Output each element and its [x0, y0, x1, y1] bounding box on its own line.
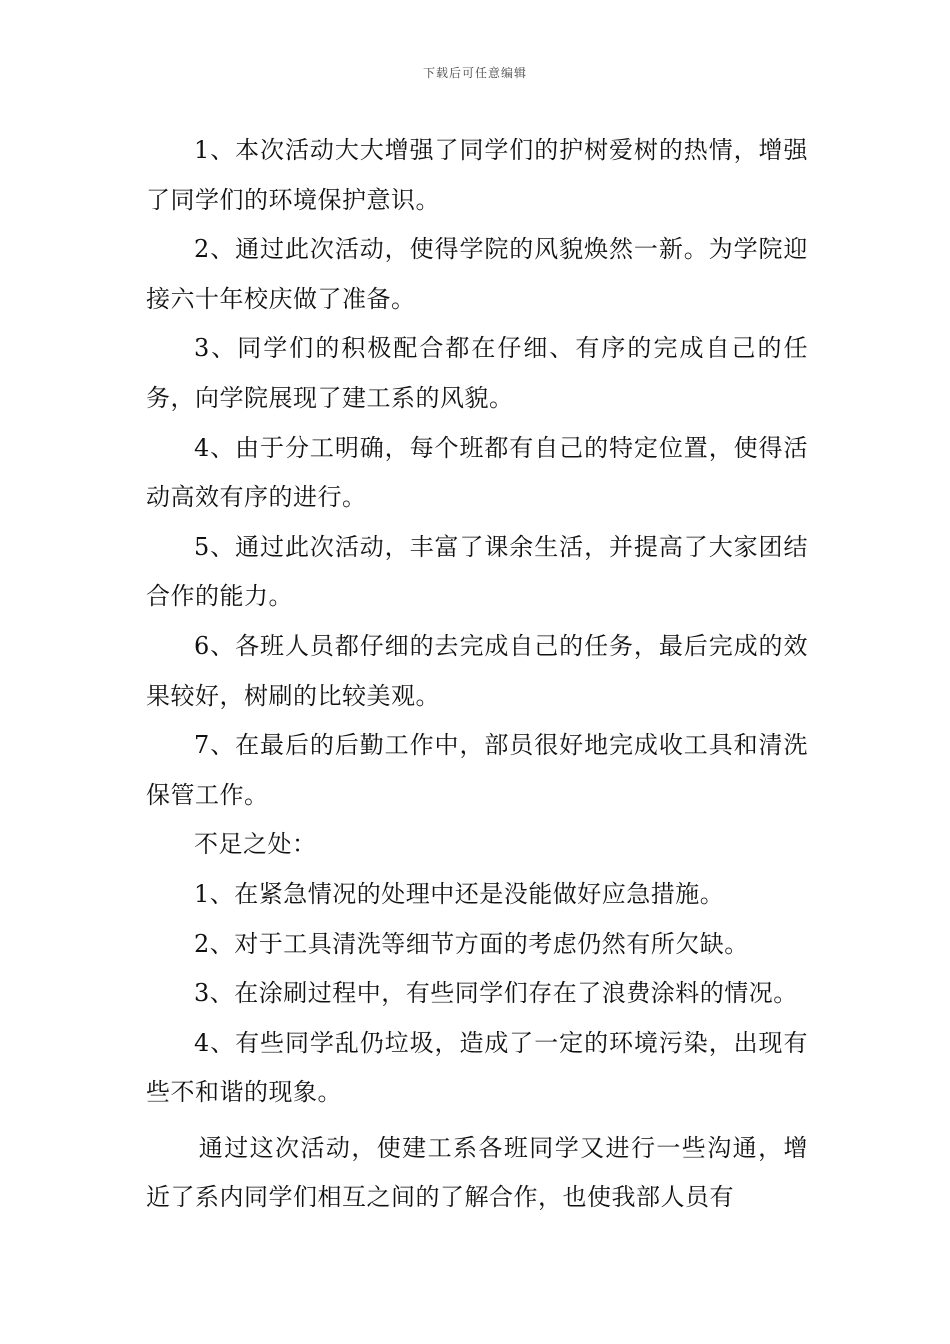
paragraph-shortcoming-3: 3、在涂刷过程中，有些同学们存在了浪费涂料的情况。 [194, 979, 798, 1008]
paragraph-achievement-4: 4、由于分工明确，每个班都有自己的特定位置，使得活动高效有序的进行。 [146, 433, 808, 512]
header-note: 下载后可任意编辑 [422, 66, 527, 80]
paragraph-closing: 通过这次活动，使建工系各班同学又进行一些沟通，增近了系内同学们相互之间的了解合作，也使我部人员有 [146, 1133, 808, 1212]
paragraph-achievement-2: 2、通过此次活动，使得学院的风貌焕然一新。为学院迎接六十年校庆做了准备。 [146, 235, 808, 313]
paragraph-achievement-7: 7、在最后的后勤工作中，部员很好地完成收工具和清洗保管工作。 [146, 731, 808, 809]
paragraph-achievement-5: 5、通过此次活动，丰富了课余生活，并提高了大家团结合作的能力。 [146, 532, 808, 611]
paragraph-achievement-6: 6、各班人员都仔细的去完成自己的任务，最后完成的效果较好，树刷的比较美观。 [146, 631, 808, 710]
paragraph-achievement-1: 1、本次活动大大增强了同学们的护树爱树的热情，增强了同学们的环境保护意识。 [146, 136, 808, 214]
paragraph-shortcoming-4: 4、有些同学乱仍垃圾，造成了一定的环境污染，出现有些不和谐的现象。 [146, 1028, 808, 1107]
paragraph-shortcoming-1: 1、在紧急情况的处理中还是没能做好应急措施。 [194, 879, 725, 908]
document-body [146, 126, 808, 1223]
paragraph-achievement-3: 3、同学们的积极配合都在仔细、有序的完成自己的任务，向学院展现了建工系的风貌。 [146, 334, 808, 412]
paragraph-shortcoming-2: 2、对于工具清洗等细节方面的考虑仍然有所欠缺。 [194, 929, 749, 958]
section-heading-shortcomings: 不足之处： [194, 830, 317, 859]
